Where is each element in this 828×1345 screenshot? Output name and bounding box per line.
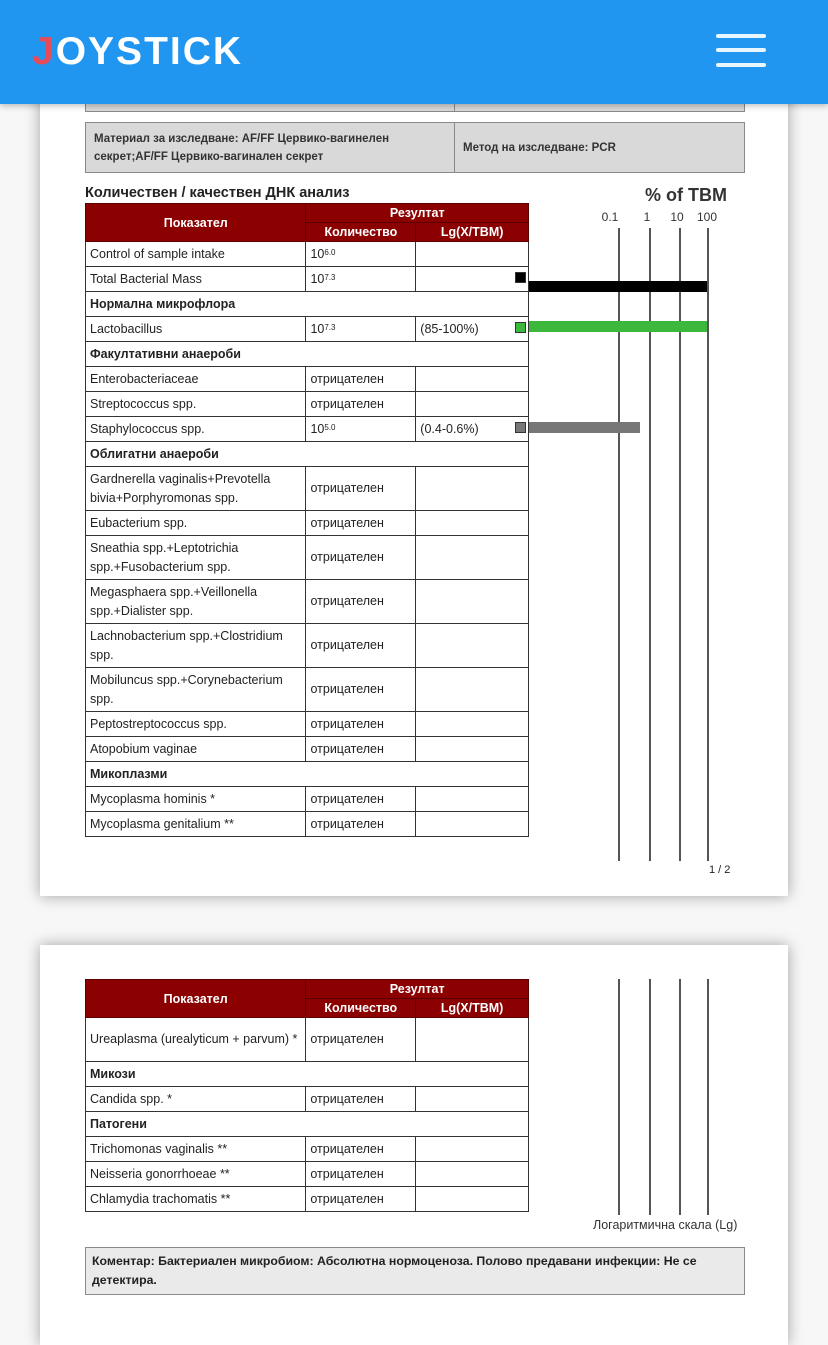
results-table: [85, 203, 529, 837]
quantity-value: отрицателен: [310, 594, 384, 608]
quantity-value: отрицателен: [310, 791, 384, 806]
group-label: Микоплазми: [86, 762, 529, 787]
lg-cell: [416, 1087, 529, 1112]
lg-cell: [416, 536, 529, 580]
quantity-cell: [306, 1137, 416, 1162]
quantity-value: отрицателен: [310, 741, 384, 756]
table-header-row: [86, 204, 529, 223]
quantity-value: отрицателен: [310, 1166, 384, 1181]
x-tick-label: 10: [670, 210, 684, 224]
logo-accent-letter: J: [32, 30, 56, 73]
lg-cell: [416, 737, 529, 762]
section-title: Количествен / качествен ДНК анализ: [85, 185, 350, 201]
quantity-value: отрицателен: [310, 371, 384, 386]
table-group-row: [86, 1112, 529, 1137]
lg-cell: [416, 1137, 529, 1162]
header-result: Резултат: [306, 980, 529, 999]
table-group-row: [86, 292, 529, 317]
quantity-value: отрицателен: [310, 515, 384, 530]
group-label: Нормална микрофлора: [86, 292, 529, 317]
material-label: Материал за изследване: AF/FF Цервико-вагинелен секрет;AF/FF Цервико-вагинален секрет: [94, 132, 390, 163]
indicator-name: Peptostreptococcus spp.: [86, 712, 306, 737]
table-row: [86, 392, 529, 417]
table-row: [86, 1162, 529, 1187]
quantity-cell: [306, 536, 416, 580]
table-row: [86, 417, 529, 442]
quantity-base: 10: [310, 321, 325, 336]
indicator-name: Gardnerella vaginalis+Prevotella bivia+Porphyromonas spp.: [86, 467, 306, 511]
lg-value: (0.4-0.6%): [420, 421, 479, 436]
header-quantity: Количество: [306, 223, 416, 242]
indicator-name: Neisseria gonorrhoeae **: [86, 1162, 306, 1187]
axis-gridline: [679, 979, 681, 1215]
quantity-cell: [306, 392, 416, 417]
table-row: [86, 511, 529, 536]
lg-cell: [416, 317, 529, 342]
quantity-cell: [306, 624, 416, 668]
quantity-cell: [306, 580, 416, 624]
lg-cell: [416, 668, 529, 712]
lg-cell: [416, 1162, 529, 1187]
lg-cell: [416, 511, 529, 536]
table-row: [86, 267, 529, 292]
legend-swatch-icon: [515, 322, 526, 333]
indicator-name: Mycoplasma hominis *: [86, 787, 306, 812]
header-result: Резултат: [306, 204, 529, 223]
quantity-value: отрицателен: [310, 481, 384, 495]
chart-title: % of TBM: [645, 185, 727, 205]
table-group-row: [86, 1062, 529, 1087]
results-table-continued: [85, 979, 529, 1212]
axis-gridline: [649, 979, 651, 1215]
quantity-value: отрицателен: [310, 550, 384, 564]
table-row: [86, 367, 529, 392]
quantity-value: отрицателен: [310, 816, 384, 831]
header-indicator: Показател: [86, 980, 306, 1018]
lg-value: (85-100%): [420, 321, 479, 336]
lg-cell: [416, 712, 529, 737]
indicator-name: Mobiluncus spp.+Corynebacterium spp.: [86, 668, 306, 712]
indicator-name: Atopobium vaginae: [86, 737, 306, 762]
quantity-cell: [306, 367, 416, 392]
page-number: 1 / 2: [709, 864, 731, 876]
quantity-cell: [306, 668, 416, 712]
quantity-base: 10: [310, 421, 325, 436]
comment-box: Коментар: Бактериален микробиом: Абсолютна нормоценоза. Полово предавани инфекции: Не се детектира.: [85, 1247, 745, 1295]
table-row: [86, 1137, 529, 1162]
lg-cell: [416, 367, 529, 392]
axis-gridline: [707, 228, 709, 861]
quantity-value: отрицателен: [310, 1141, 384, 1156]
table-row: [86, 580, 529, 624]
header-indicator: Показател: [86, 204, 306, 242]
quantity-value: отрицателен: [310, 1191, 384, 1206]
quantity-cell: [306, 1187, 416, 1212]
lg-cell: [416, 812, 529, 837]
quantity-cell: [306, 317, 416, 342]
legend-swatch-icon: [515, 422, 526, 433]
report-page-2: [40, 945, 788, 1345]
table-row: [86, 812, 529, 837]
sample-info-box: [85, 122, 745, 173]
indicator-name: Streptococcus spp.: [86, 392, 306, 417]
table-row: [86, 1187, 529, 1212]
quantity-cell: [306, 1162, 416, 1187]
x-tick-label: 100: [696, 210, 718, 224]
table-row: [86, 712, 529, 737]
table-row: [86, 536, 529, 580]
group-label: Микози: [86, 1062, 529, 1087]
quantity-cell: [306, 267, 416, 292]
table-row: [86, 668, 529, 712]
quantity-cell: [306, 242, 416, 267]
table-row: [86, 467, 529, 511]
quantity-cell: [306, 812, 416, 837]
quantity-cell: [306, 511, 416, 536]
hamburger-menu-icon[interactable]: [716, 32, 768, 70]
lg-cell: [416, 392, 529, 417]
quantity-exponent: 6.0: [324, 247, 336, 257]
indicator-name: Control of sample intake: [86, 242, 306, 267]
scale-note: Логаритмична скала (Lg): [593, 1218, 738, 1232]
quantity-value: отрицателен: [310, 638, 384, 652]
quantity-value: отрицателен: [310, 716, 384, 731]
report-page-1: [40, 60, 788, 896]
x-tick-label: 1: [643, 210, 651, 224]
indicator-name: Staphylococcus spp.: [86, 417, 306, 442]
legend-swatch-icon: [515, 272, 526, 283]
quantity-cell: [306, 712, 416, 737]
lg-cell: [416, 467, 529, 511]
indicator-name: Megasphaera spp.+Veillonella spp.+Dialister spp.: [86, 580, 306, 624]
indicator-name: Chlamydia trachomatis **: [86, 1187, 306, 1212]
bar-lactobacillus: [529, 321, 707, 332]
lg-cell: [416, 787, 529, 812]
axis-gridline: [707, 979, 709, 1215]
table-group-row: [86, 442, 529, 467]
quantity-cell: [306, 737, 416, 762]
quantity-base: 10: [310, 246, 325, 261]
quantity-cell: [306, 1087, 416, 1112]
group-label: Факултативни анаероби: [86, 342, 529, 367]
indicator-name: Eubacterium spp.: [86, 511, 306, 536]
table-row: [86, 737, 529, 762]
indicator-name: Candida spp. *: [86, 1087, 306, 1112]
quantity-cell: [306, 1018, 416, 1062]
bar-staphylococcus-spp-: [529, 422, 640, 433]
logo-text: OYSTICK: [55, 30, 244, 73]
indicator-name: Trichomonas vaginalis **: [86, 1137, 306, 1162]
x-tick-label: 0.1: [601, 210, 619, 224]
header-lg: Lg(X/TBM): [416, 999, 529, 1018]
lg-cell: [416, 267, 529, 292]
app-header: [0, 0, 828, 104]
quantity-base: 10: [310, 271, 325, 286]
indicator-name: Mycoplasma genitalium **: [86, 812, 306, 837]
indicator-name: Total Bacterial Mass: [86, 267, 306, 292]
table-row: [86, 1018, 529, 1062]
quantity-value: отрицателен: [310, 682, 384, 696]
quantity-exponent: 5.0: [324, 422, 336, 432]
lg-cell: [416, 624, 529, 668]
quantity-value: отрицателен: [310, 396, 384, 411]
method-label: Метод на изследване: PCR: [454, 123, 744, 172]
indicator-name: Lactobacillus: [86, 317, 306, 342]
lg-cell: [416, 1018, 529, 1062]
table-row: [86, 787, 529, 812]
table-group-row: [86, 762, 529, 787]
quantity-exponent: 7.3: [324, 322, 336, 332]
table-row: [86, 242, 529, 267]
lg-cell: [416, 580, 529, 624]
group-label: Патогени: [86, 1112, 529, 1137]
quantity-value: отрицателен: [310, 1091, 384, 1106]
table-row: [86, 624, 529, 668]
table-group-row: [86, 342, 529, 367]
quantity-cell: [306, 417, 416, 442]
lg-cell: [416, 242, 529, 267]
table-row: [86, 317, 529, 342]
header-quantity: Количество: [306, 999, 416, 1018]
table-row: [86, 1087, 529, 1112]
indicator-name: Sneathia spp.+Leptotrichia spp.+Fusobacterium spp.: [86, 536, 306, 580]
indicator-name: Lachnobacterium spp.+Clostridium spp.: [86, 624, 306, 668]
axis-gridline: [618, 979, 620, 1215]
app-logo[interactable]: [32, 30, 243, 74]
indicator-name: Enterobacteriaceae: [86, 367, 306, 392]
quantity-cell: [306, 467, 416, 511]
bar-total-bacterial-mass: [529, 281, 707, 292]
lg-cell: [416, 417, 529, 442]
group-label: Облигатни анаероби: [86, 442, 529, 467]
header-lg: Lg(X/TBM): [416, 223, 529, 242]
quantity-exponent: 7.3: [324, 272, 336, 282]
lg-cell: [416, 1187, 529, 1212]
table-header-row: [86, 980, 529, 999]
indicator-name: Ureaplasma (urealyticum + parvum) *: [86, 1018, 306, 1062]
quantity-cell: [306, 787, 416, 812]
quantity-value: отрицателен: [310, 1032, 384, 1046]
